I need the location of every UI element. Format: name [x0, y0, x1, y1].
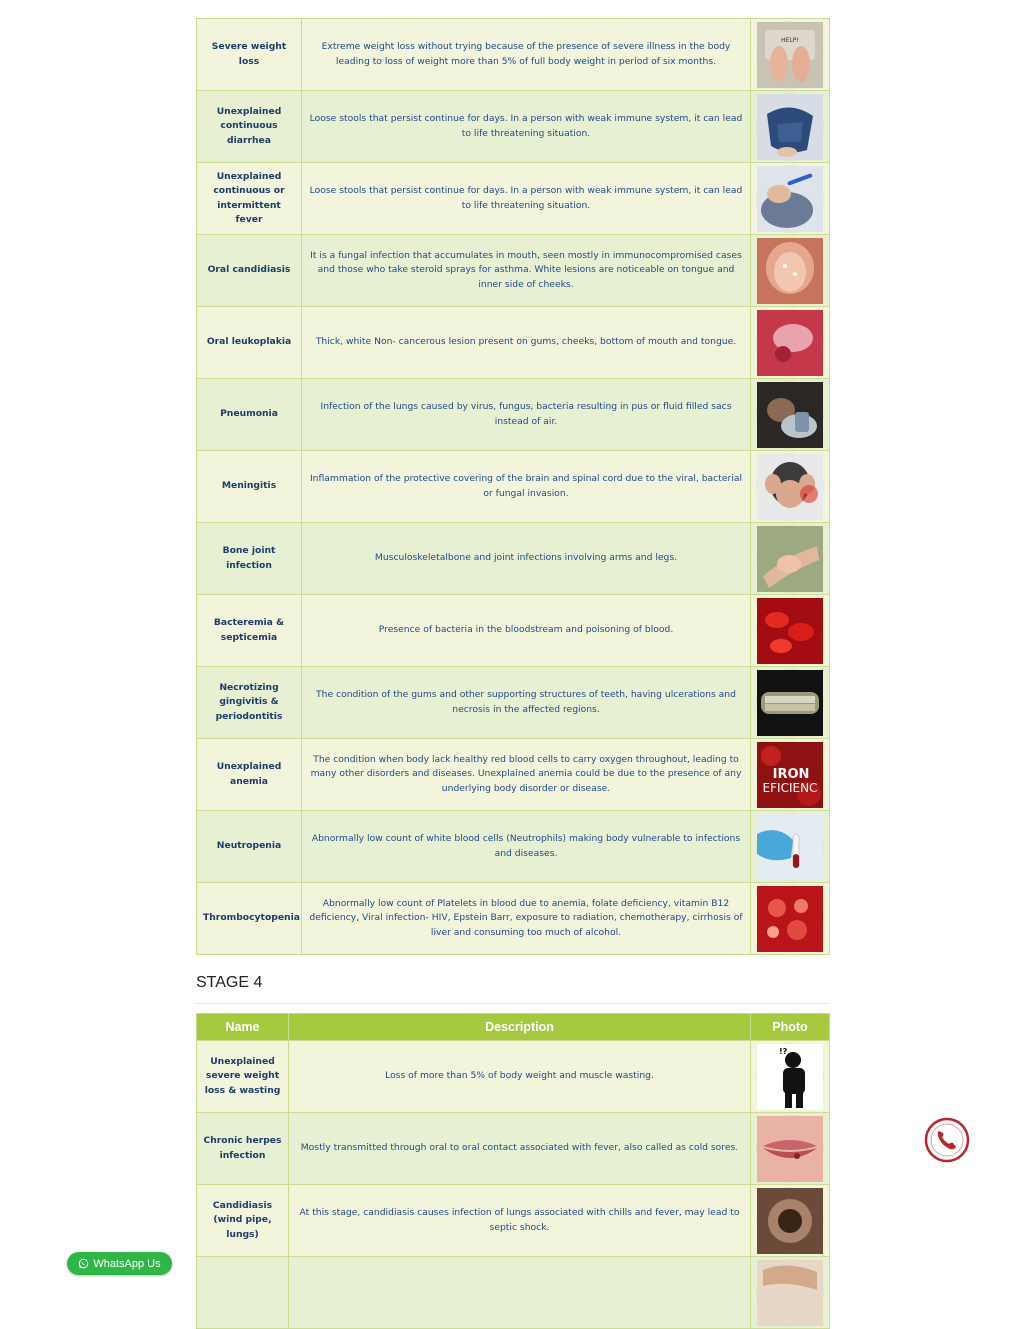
table-row: [197, 523, 830, 595]
table-row: [197, 1113, 830, 1185]
symptom-description: Abnormally low count of Platelets in blood due to anemia, folate deficiency, vitamin B12 deficiency, Viral infection- HIV, Epstein Barr, exposure to radiation, chemotherapy, cirrhosis of liver and consuming too much of alcohol.: [302, 883, 751, 955]
windpipe-photo: [757, 1188, 823, 1254]
symptom-name: Neutropenia: [197, 811, 302, 883]
symptom-description: Presence of bacteria in the bloodstream and poisoning of blood.: [302, 595, 751, 667]
table-header-row: [197, 1014, 830, 1041]
partial-photo: [757, 1260, 823, 1326]
table-row: [197, 19, 830, 91]
symptom-description: The condition of the gums and other supporting structures of teeth, having ulcerations and necrosis in the affected regions.: [302, 667, 751, 739]
symptom-description: Musculoskeletalbone and joint infections involving arms and legs.: [302, 523, 751, 595]
pneumonia-photo: [757, 382, 823, 448]
table-row: [197, 595, 830, 667]
gums-photo: [757, 670, 823, 736]
column-header-photo: Photo: [751, 1014, 830, 1041]
table-row: [197, 379, 830, 451]
table-row: [197, 451, 830, 523]
symptom-description: Mostly transmitted through oral to oral contact associated with fever, also called as cold sores.: [289, 1113, 751, 1185]
column-header-description: Description: [289, 1014, 751, 1041]
symptom-description: Inflammation of the protective covering of the brain and spinal cord due to the viral, bacterial or fungal invasion.: [302, 451, 751, 523]
table-row: [197, 91, 830, 163]
symptom-name: Unexplained continuous diarrhea: [197, 91, 302, 163]
page-viewport: [0, 36, 1024, 1279]
symptom-description: It is a fungal infection that accumulates in mouth, seen mostly in immunocompromised cases and those who take steroid sprays for asthma. White lesions are noticeable on tongue and inner side of cheeks.: [302, 235, 751, 307]
blood-cells-photo: [757, 598, 823, 664]
table-row: [197, 667, 830, 739]
whatsapp-button[interactable]: [67, 1252, 172, 1275]
stage4-symptom-table: [196, 1013, 830, 1329]
call-button[interactable]: [923, 1116, 971, 1164]
symptom-name: Necrotizing gingivitis & periodontitis: [197, 667, 302, 739]
symptom-name: [197, 1257, 289, 1329]
table-row: [197, 235, 830, 307]
diarrhea-photo: [757, 94, 823, 160]
oral-lesion-photo: [757, 310, 823, 376]
symptom-description: Loss of more than 5% of body weight and muscle wasting.: [289, 1041, 751, 1113]
symptom-description: [289, 1257, 751, 1329]
symptom-name: Bone joint infection: [197, 523, 302, 595]
table-row: [197, 163, 830, 235]
symptom-name: Meningitis: [197, 451, 302, 523]
symptom-name: Thrombocytopenia: [197, 883, 302, 955]
symptom-description: Loose stools that persist continue for days. In a person with weak immune system, it can lead to life threatening situation.: [302, 91, 751, 163]
scale-display-text: HELP!: [781, 36, 799, 44]
column-header-name: Name: [197, 1014, 289, 1041]
symptom-description: Infection of the lungs caused by virus, fungus, bacteria resulting in pus or fluid filled sacs instead of air.: [302, 379, 751, 451]
symptom-name: Pneumonia: [197, 379, 302, 451]
stage3-symptom-table: [196, 18, 830, 955]
symptom-description: Abnormally low count of white blood cells (Neutrophils) making body vulnerable to infections and diseases.: [302, 811, 751, 883]
stage-4-heading: STAGE 4: [196, 972, 829, 1004]
symptom-name: Unexplained continuous or intermittent fever: [197, 163, 302, 235]
symptom-name: Bacteremia & septicemia: [197, 595, 302, 667]
platelets-photo: [757, 886, 823, 952]
symptom-description: Thick, white Non- cancerous lesion present on gums, cheeks, bottom of mouth and tongue.: [302, 307, 751, 379]
symptom-name: Unexplained anemia: [197, 739, 302, 811]
whatsapp-label: WhatsApp Us: [93, 1257, 161, 1270]
symptom-name: Oral leukoplakia: [197, 307, 302, 379]
symptom-description: The condition when body lack healthy red blood cells to carry oxygen throughout, leading to many other disorders and diseases. Unexplained anemia could be due to the presence of any underlying body disorder or disease.: [302, 739, 751, 811]
table-row: [197, 307, 830, 379]
symptom-description: At this stage, candidiasis causes infection of lungs associated with chills and fever, may lead to septic shock.: [289, 1185, 751, 1257]
table-row: [197, 1041, 830, 1113]
table-row: [197, 883, 830, 955]
joint-pain-photo: [757, 526, 823, 592]
iron-label: IRON: [772, 766, 810, 782]
symptom-description: Extreme weight loss without trying because of the presence of severe illness in the body leading to loss of weight more than 5% of full body weight in period of six months.: [302, 19, 751, 91]
symptom-name: Unexplained severe weight loss & wasting: [197, 1041, 289, 1113]
table-row: [197, 1257, 830, 1329]
blood-test-photo: [757, 814, 823, 880]
iron-deficiency-photo: [757, 742, 823, 808]
symptom-name: Oral candidiasis: [197, 235, 302, 307]
symptom-name: Severe weight loss: [197, 19, 302, 91]
table-row: [197, 811, 830, 883]
symptom-name: Chronic herpes infection: [197, 1113, 289, 1185]
table-row: [197, 739, 830, 811]
tongue-photo: [757, 238, 823, 304]
headache-photo: [757, 454, 823, 520]
symptom-description: Loose stools that persist continue for days. In a person with weak immune system, it can lead to life threatening situation.: [302, 163, 751, 235]
deficiency-label: EFICIENC: [762, 780, 818, 795]
cold-sore-lips-photo: [757, 1116, 823, 1182]
fever-thermometer-photo: [757, 166, 823, 232]
phone-call-icon: [923, 1116, 971, 1164]
confused-person-photo: [757, 1044, 823, 1110]
feet-on-scale-photo: [757, 22, 823, 88]
table-row: [197, 1185, 830, 1257]
question-mark-label: !?: [779, 1046, 788, 1056]
symptom-name: Candidiasis (wind pipe, lungs): [197, 1185, 289, 1257]
whatsapp-icon: [78, 1258, 89, 1269]
